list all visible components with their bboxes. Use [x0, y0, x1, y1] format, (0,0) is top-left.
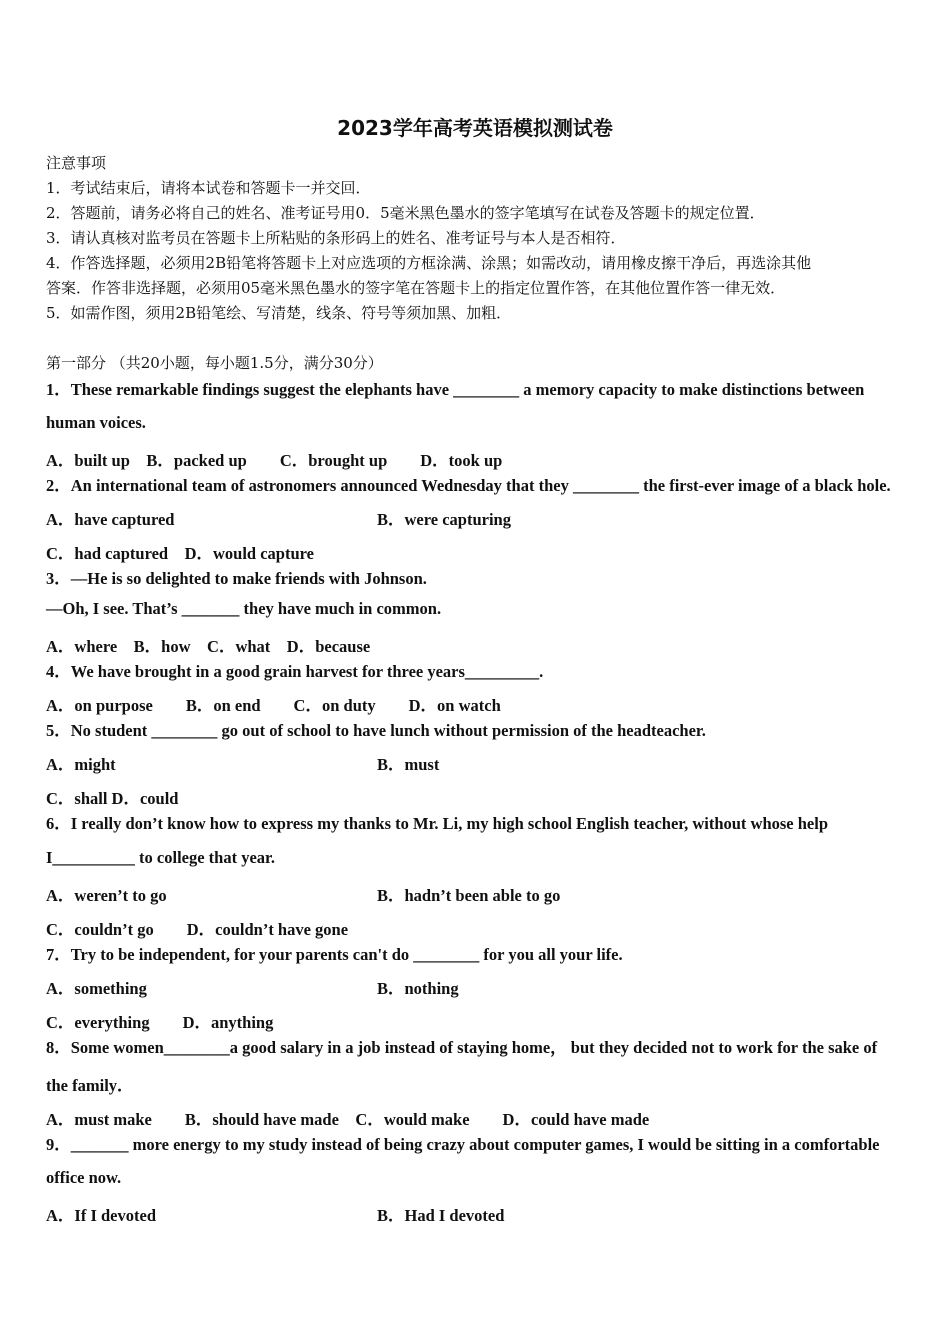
- notice-heading: 注意事项: [46, 154, 107, 172]
- question-6-text: 6．I really don’t know how to express my thanks to Mr. Li, my high school English teacher, without whose help: [46, 814, 829, 833]
- question-6-options-cd: C．couldn’t go D．couldn’t have gone: [46, 920, 349, 939]
- question-9-option-a: A．If I devoted: [46, 1206, 156, 1225]
- notice-item-4: 4．作答选择题，必须用2B铅笔将答题卡上对应选项的方框涂满、涂黑；如需改动，请用橡皮擦干净后，再选涂其他: [46, 254, 812, 272]
- question-5-text: 5．No student ________ go out of school to have lunch without permission of the headteacher.: [46, 721, 706, 740]
- question-5-options-cd: C．shall D．could: [46, 789, 179, 808]
- question-7-text: 7．Try to be independent, for your parents can't do ________ for you all your life.: [46, 945, 623, 964]
- question-5-option-b: B．must: [377, 755, 440, 774]
- question-2-options-cd: C．had captured D．would capture: [46, 544, 315, 563]
- question-1-options: A．built up B．packed up C．brought up D．took up: [46, 451, 503, 470]
- question-6-option-a: A．weren’t to go: [46, 886, 167, 905]
- question-9-text: 9．_______ more energy to my study instead of being crazy about computer games, I would be sitting in a comfortable: [46, 1135, 880, 1154]
- question-7-option-a: A．something: [46, 979, 147, 998]
- question-7-option-b: B．nothing: [377, 979, 459, 998]
- question-6-option-b: B．hadn’t been able to go: [377, 886, 561, 905]
- question-7-options-cd: C．everything D．anything: [46, 1013, 274, 1032]
- notice-item-1: 1．考试结束后，请将本试卷和答题卡一并交回．: [46, 179, 371, 197]
- notice-item-3: 3．请认真核对监考员在答题卡上所粘贴的条形码上的姓名、准考证号与本人是否相符．: [46, 229, 626, 247]
- question-5-option-a: A．might: [46, 755, 116, 774]
- question-3-options: A．where B．how C．what D．because: [46, 637, 371, 656]
- notice-item-4-cont: 答案．作答非选择题，必须用05毫米黑色墨水的签字笔在答题卡上的指定位置作答，在其他位置作答一律无效．: [46, 279, 786, 297]
- question-8-text: 8．Some women________a good salary in a job instead of staying home， but they decided not to work for the sake of: [46, 1038, 878, 1057]
- question-9-text-cont: office now.: [46, 1168, 122, 1187]
- question-2-text: 2．An international team of astronomers announced Wednesday that they ________ the first-ever image of a black hole.: [46, 476, 891, 495]
- question-3-text-cont: —Oh, I see. That’s _______ they have much in common.: [46, 599, 442, 618]
- question-4-text: 4．We have brought in a good grain harvest for three years_________.: [46, 662, 544, 681]
- notice-item-5: 5．如需作图，须用2B铅笔绘、写清楚，线条、符号等须加黑、加粗．: [46, 304, 512, 322]
- page-title: 2023学年高考英语模拟测试卷: [337, 116, 613, 140]
- question-1-text: 1．These remarkable findings suggest the elephants have ________ a memory capacity to make distinctions between: [46, 380, 865, 399]
- question-1-text-cont: human voices.: [46, 413, 146, 432]
- notice-item-2: 2．答题前，请务必将自己的姓名、准考证号用0．5毫米黑色墨水的签字笔填写在试卷及答题卡的规定位置．: [46, 204, 765, 222]
- question-2-option-a: A．have captured: [46, 510, 175, 529]
- question-3-text: 3．—He is so delighted to make friends with Johnson.: [46, 569, 427, 588]
- question-4-options: A．on purpose B．on end C．on duty D．on watch: [46, 696, 501, 715]
- question-6-text-cont: I__________ to college that year.: [46, 848, 275, 867]
- question-9-option-b: B．Had I devoted: [377, 1206, 505, 1225]
- section-heading: 第一部分 （共20小题，每小题1.5分，满分30分）: [46, 354, 383, 372]
- question-8-text-cont: the family．: [46, 1076, 134, 1095]
- question-8-options: A．must make B．should have made C．would make D．could have made: [46, 1110, 650, 1129]
- question-2-option-b: B．were capturing: [377, 510, 511, 529]
